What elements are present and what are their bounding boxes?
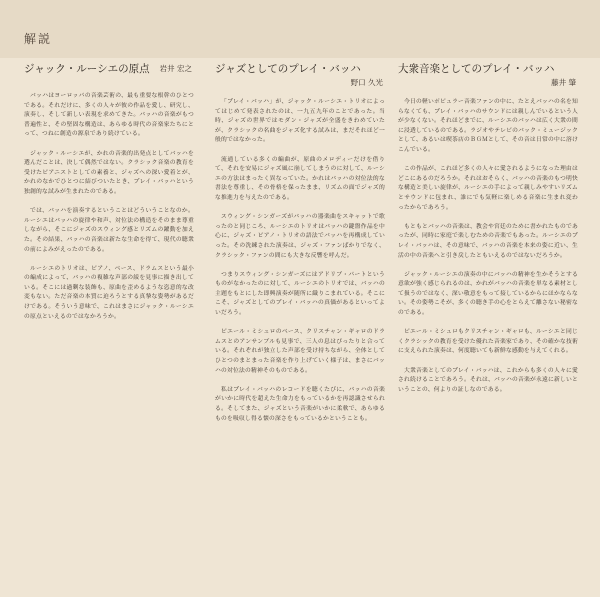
column-title: ジャズとしてのプレイ・バッハ bbox=[215, 63, 361, 75]
column-body bbox=[398, 98, 578, 395]
paragraph: ルーシエのトリオは、ピアノ、ベース、ドラムスという最小の編成によって、バッハの複雑な声部の綾を見事に描き出している。そこには過剰な装飾も、原曲を歪めるような恣意的な改変もない。ただ音楽の本質に迫ろうとする真摯な姿勢があるだけである。そういう意味で、これはまさにジャック・ルーシエの原点といえるのではなかろうか。 bbox=[24, 265, 194, 320]
section-label: 解説 bbox=[24, 32, 53, 46]
paragraph: 「プレイ・バッハ」が、ジャック・ルーシエ・トリオによってはじめて発表されたのは、一九五九年のことであった。当時、ジャズの世界ではモダン・ジャズが全盛をきわめていたが、クラシックの名曲をジャズ化する試みは、まだそれほど一般的ではなかった。 bbox=[215, 99, 385, 144]
column-body bbox=[215, 98, 385, 424]
paragraph: では、バッハを演奏するということはどういうことなのか。ルーシエはバッハの旋律や和声、対位法の構造をそのまま尊重しながら、そこにジャズのスウィング感とリズムの躍動を加えた。その結果、バッハの音楽は新たな生命を得て、現代の聴衆の前によみがえったのである。 bbox=[24, 208, 194, 253]
paragraph: 今日の軽いポピュラー音楽ファンの中に、たとえバッハの名を知らなくても、プレイ・バッハのサウンドには親しんでいるという人が少なくない。それほどまでに、ルーシエのバッハは広く大衆の間に浸透しているのである。ラジオやテレビのバック・ミュージックとして、あるいは喫茶店のＢＧＭとして、その音は日常の中に溶けこんでいる。 bbox=[398, 99, 578, 153]
paragraph: スウィング・シンガーズがバッハの器楽曲をスキャットで歌ったのと同じころ、ルーシエのトリオはバッハの鍵盤作品を中心に、ジャズ・ピアノ・トリオの語法でバッハを再構成していった。その洗練された演奏は、ジャズ・ファンばかりでなく、クラシック・ファンの間にも大きな反響を呼んだ。 bbox=[215, 214, 385, 259]
column-author: 岩井 宏之 bbox=[159, 64, 192, 73]
column-1 bbox=[24, 62, 194, 322]
paragraph: もともとバッハの音楽は、教会や宮廷のために書かれたものであったが、同時に家庭で楽しむための音楽でもあった。ルーシエのプレイ・バッハは、その意味で、バッハの音楽を本来の姿に近い、生活の中の音楽へと引き戻したともいえるのではないだろうか。 bbox=[398, 223, 578, 259]
column-author: 藤井 肇 bbox=[551, 78, 576, 87]
paragraph: バッハはヨーロッパの音楽芸術の、最も重要な根幹のひとつである。それだけに、多くの人々が彼の作品を愛し、研究し、演奏し、そして新しい表現を求めてきた。バッハの音楽がもつ普遍性と、その堅固な構造は、あらゆる時代の音楽家たちにとって、つねに創造の源泉であり続けている。 bbox=[24, 93, 194, 138]
paragraph: ピエール・ミシュロもクリスチャン・ギャロも、ルーシエと同じくクラシックの教育を受けた優れた音楽家であり、その確かな技術に支えられた演奏は、何度聴いても新鮮な感動を与えてくれる。 bbox=[398, 329, 578, 355]
header-band bbox=[0, 0, 600, 58]
paragraph: この作品が、これほど多くの人々に愛されるようになった理由はどこにあるのだろうか。それはおそらく、バッハの音楽のもつ明快な構造と美しい旋律が、ルーシエの手によって親しみやすいリズムとサウンドに包まれ、誰にでも気軽に楽しめる音楽に生まれ変わったからであろう。 bbox=[398, 166, 578, 211]
column-body bbox=[24, 92, 194, 322]
column-title: ジャック・ルーシエの原点 bbox=[24, 63, 150, 75]
paragraph: 私はプレイ・バッハのレコードを聴くたびに、バッハの音楽がいかに時代を超えた生命力をもっているかを再認識させられる。そしてまた、ジャズという音楽がいかに柔軟で、あらゆるものを吸収し得る懐の深さをもっているかということも。 bbox=[215, 386, 385, 422]
paragraph: ジャック・ルーシエが、かれの音楽的出発点としてバッハを選んだことは、決して偶然ではない。クラシック音楽の教育を受けたピアニストとしての素養と、ジャズへの深い愛着とが、かれのなかでひとつに結びついたとき、プレイ・バッハという独創的な試みが生まれたのである。 bbox=[24, 150, 194, 195]
column-3 bbox=[398, 62, 578, 395]
column-title: 大衆音楽としてのプレイ・バッハ bbox=[398, 63, 555, 75]
paragraph: 流通している多くの編曲が、原曲のメロディーだけを借りて、それを安易にジャズ風に崩してしまうのに対して、ルーシエの方法はまったく異なっていた。かれはバッハの対位法的な書法を尊重し、その骨格を保ったまま、リズムの面でジャズ的な推進力を与えたのである。 bbox=[215, 156, 385, 201]
column-2 bbox=[215, 62, 385, 424]
paragraph: つまりスウィング・シンガーズにはアドリブ・パートというものがなかったのに対して、ルーシエのトリオでは、バッハの主題をもとにした即興演奏が随所に織りこまれている。そこにこそ、ジャズとしてのプレイ・バッハの真価があるといってよいだろう。 bbox=[215, 271, 385, 317]
paragraph: ジャック・ルーシエの演奏の中にバッハの精神を生かそうとする意欲が強く感じられるのは、かれがバッハの音楽を単なる素材として扱うのではなく、深い敬意をもって接しているからにほかならない。その姿勢こそが、多くの聴き手の心をとらえて離さない秘密なのである。 bbox=[398, 271, 578, 317]
column-author: 野口 久光 bbox=[350, 78, 383, 87]
paragraph: 大衆音楽としてのプレイ・バッハは、これからも多くの人々に愛され続けることであろう。それは、バッハの音楽が永遠に新しいということの、何よりの証しなのである。 bbox=[398, 367, 578, 393]
paragraph: ピエール・ミシュロのベース、クリスチャン・ギャロのドラムスとのアンサンブルも見事で、三人の息はぴったりと合っている。それぞれが独立した声部を受け持ちながら、全体としてひとつのまとまった音楽を作り上げていく様子は、まさにバッハの対位法の精神そのものである。 bbox=[215, 329, 385, 374]
